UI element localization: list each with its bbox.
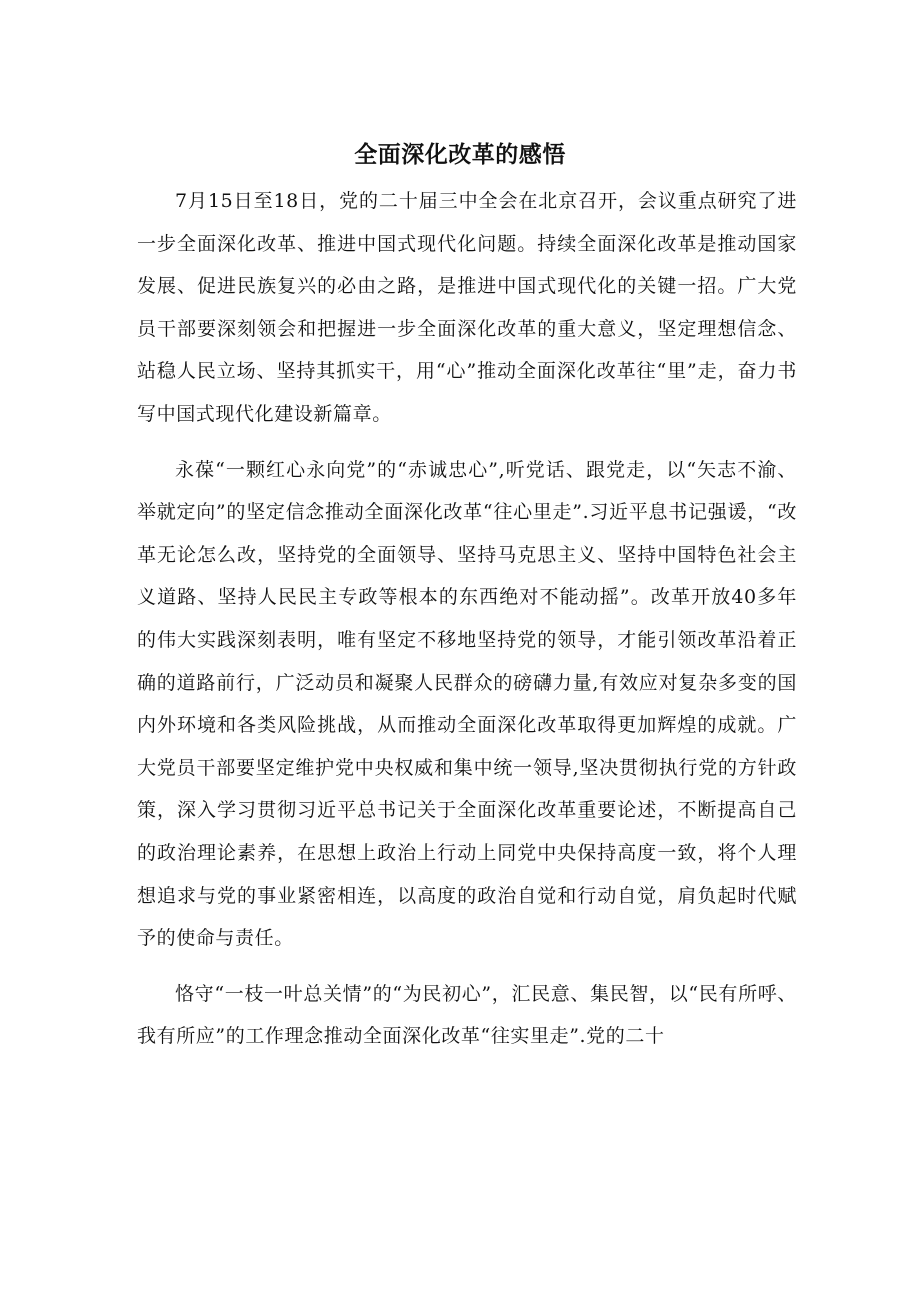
paragraph-1: 7月15日至18日，党的二十届三中全会在北京召开，会议重点研究了进一步全面深化改革、推进中国式现代化问题。持续全面深化改革是推动国家发展、促进民族复兴的必由之路，是推进中国式现代化的关键一招。广大党员干部要深刻领会和把握进一步全面深化改革的重大意义，坚定理想信念、站稳人民立场、坚持其抓实干，用“心”推动全面深化改革往“里”走，奋力书写中国式现代化建设新篇章。 [137, 190, 797, 425]
document-title: 全面深化改革的感悟 [354, 142, 566, 168]
paragraph-3: 恪守“一枝一叶总关情”的“为民初心”，汇民意、集民智，以“民有所呼、我有所应”的工作理念推动全面深化改革“往实里走”.党的二十 [137, 982, 797, 1048]
document-body [137, 180, 797, 1071]
paragraph-2: 永葆“一颗红心永向党”的“赤诚忠心”,听党话、跟党走，以“矢志不渝、举就定向”的坚定信念推动全面深化改革“往心里走”.习近平息书记强谖，“改革无论怎么改，坚持党的全面领导、坚持马克思主义、坚持中国特色社会主义道路、坚持人民民主专政等根本的东西绝对不能动摇”。改革开放40多年的伟大实践深刻表明，唯有坚定不移地坚持党的领导，才能引领改革沿着正确的道路前行，广泛动员和凝聚人民群众的磅礴力量,有效应对复杂多变的国内外环境和各类风险挑战，从而推动全面深化改革取得更加辉煌的成就。广大党员干部要坚定维护党中央权威和集中统一领导,坚决贯彻执行党的方针政策，深入学习贯彻习近平总书记关于全面深化改革重要论述，不断提高自己的政治理论素养，在思想上政治上行动上同党中央保持高度一致，将个人理想追求与党的事业紧密相连，以高度的政治自觉和行动自觉，肩负起时代赋予的使命与责任。 [137, 458, 797, 950]
